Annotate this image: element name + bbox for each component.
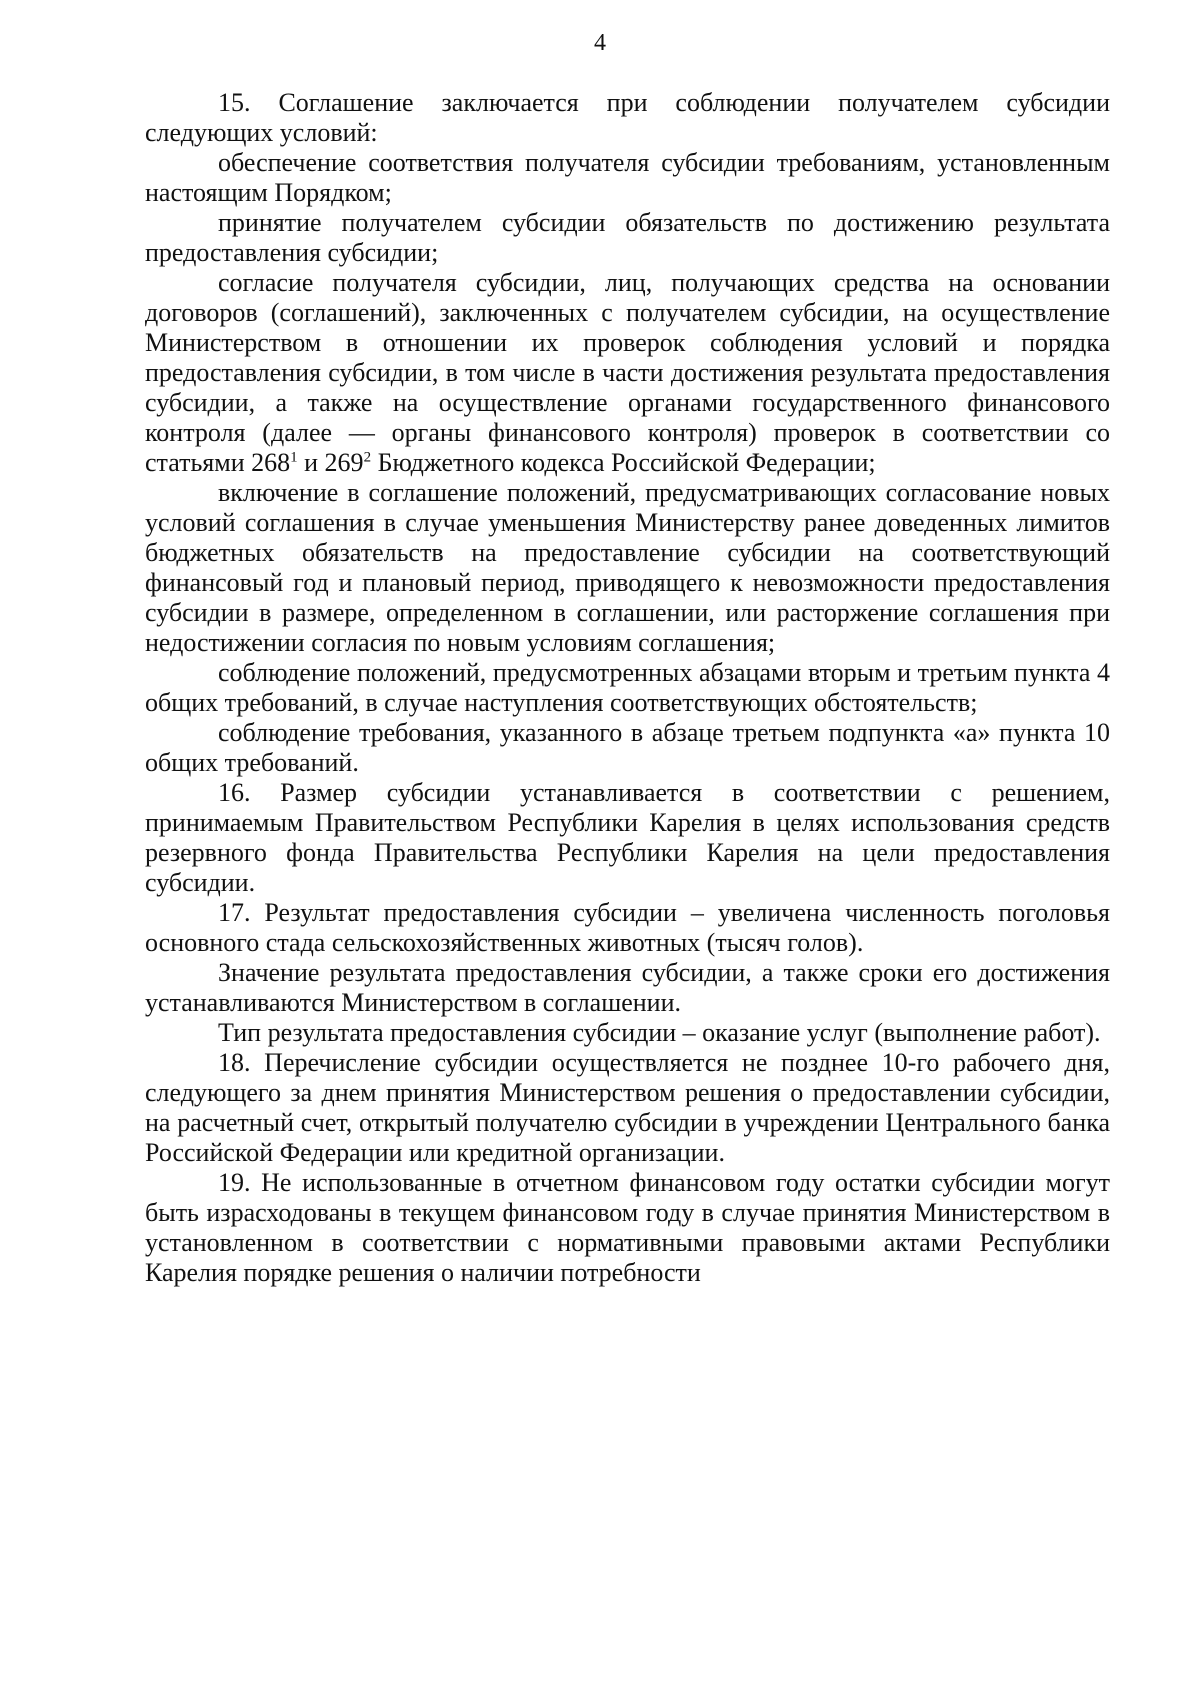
paragraph-condition-requirement: соблюдение требования, указанного в абзаце третьем подпункта «а» пункта 10 общих требований.: [145, 718, 1110, 777]
paragraph-condition-compliance: обеспечение соответствия получателя субсидии требованиям, установленным настоящим Порядком;: [145, 148, 1110, 207]
paragraph-condition-provisions: соблюдение положений, предусмотренных абзацами вторым и третьим пункта 4 общих требований, в случае наступления соответствующих обстоятельств;: [145, 658, 1110, 717]
paragraph-19: 19. Не использованные в отчетном финансовом году остатки субсидии могут быть израсходованы в текущем финансовом году в случае принятия Министерством в установленном в соответствии с нормативными правовыми актами Республики Карелия порядке решения о наличии потребности: [145, 1168, 1110, 1287]
paragraph-result-type: Тип результата предоставления субсидии – оказание услуг (выполнение работ).: [218, 1018, 1101, 1047]
consent-text-middle: и 269: [297, 448, 364, 477]
paragraph-condition-consent: [145, 268, 1110, 478]
paragraph-18: 18. Перечисление субсидии осуществляется не позднее 10-го рабочего дня, следующего за днем принятия Министерством решения о предоставлении субсидии, на расчетный счет, открытый получателю субсидии в учреждении Центрального банка Российской Федерации или кредитной организации.: [145, 1048, 1110, 1167]
paragraph-17: 17. Результат предоставления субсидии – увеличена численность поголовья основного стада сельскохозяйственных животных (тысяч голов).: [145, 898, 1110, 957]
paragraph-16: 16. Размер субсидии устанавливается в соответствии с решением, принимаемым Правительством Республики Карелия в целях использования средств резервного фонда Правительства Республики Карелия на цели предоставления субсидии.: [145, 778, 1110, 897]
superscript-1: 1: [290, 449, 298, 466]
paragraph-condition-new-terms: включение в соглашение положений, предусматривающих согласование новых условий соглашения в случае уменьшения Министерству ранее доведенных лимитов бюджетных обязательств на предоставление субсидии на соответствующий финансовый год и плановый период, приводящего к невозможности предоставления субсидии в размере, определенном в соглашении, или расторжение соглашения при недостижении согласия по новым условиям соглашения;: [145, 478, 1110, 657]
consent-text-before: согласие получателя субсидии, лиц, получающих средства на основании договоров (соглашений), заключенных с получателем субсидии, на осуществление Министерством в отношении их проверок соблюдения условий и порядка предоставления субсидии, в том числе в части достижения результата предоставления субсидии, а также на осуществление органами государственного финансового контроля (далее — органы финансового контроля) проверок в соответствии со статьями 268: [145, 268, 1110, 477]
consent-text-after: Бюджетного кодекса Российской Федерации;: [371, 448, 876, 477]
paragraph-15: 15. Соглашение заключается при соблюдении получателем субсидии следующих условий:: [145, 88, 1110, 147]
paragraph-result-value: Значение результата предоставления субсидии, а также сроки его достижения устанавливаются Министерством в соглашении.: [145, 958, 1110, 1017]
document-body: [145, 88, 1110, 1288]
superscript-2: 2: [363, 449, 372, 466]
paragraph-condition-obligations: принятие получателем субсидии обязательств по достижению результата предоставления субсидии;: [145, 208, 1110, 267]
page-number: 4: [594, 30, 606, 56]
